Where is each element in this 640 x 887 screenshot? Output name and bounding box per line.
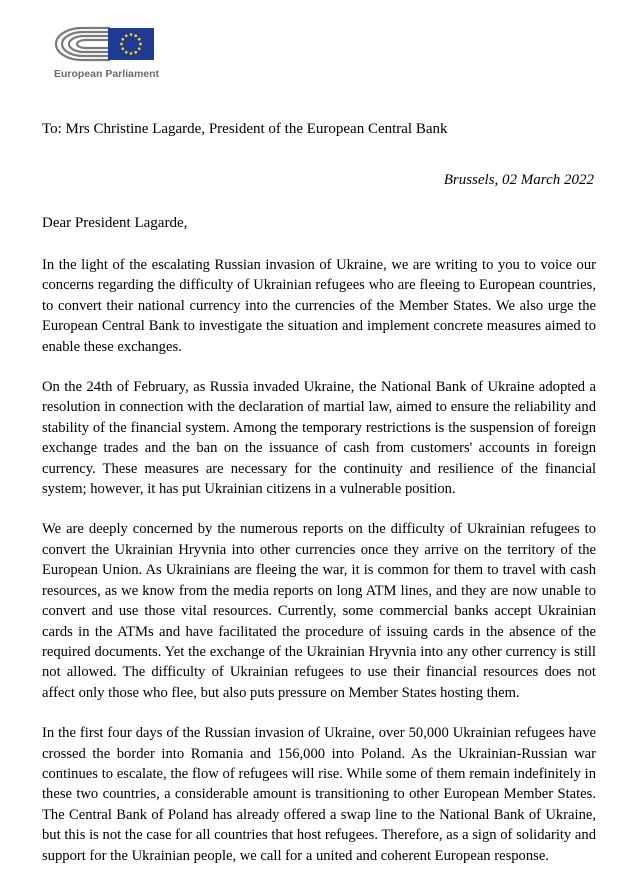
letter-body: [42, 255, 596, 886]
logo-org-name: European Parliament: [54, 68, 160, 80]
paragraph-3: We are deeply concerned by the numerous reports on the difficulty of Ukrainian refugees to convert the Ukrainian Hryvnia into other currencies once they arrive on the territory of the European Union. As Ukrainians are fleeing the war, it is common for them to travel with cash resources, as we know from the media reports on long ATM lines, and they are now unable to convert and use those vital resources. Currently, some commercial banks accept Ukrainian cards in the ATMs and have facilitated the procedure of issuing cards in the absence of the required documents. Yet the exchange of the Ukrainian Hryvnia into any other currency is still not allowed. The difficulty of Ukrainian refugees to use their financial resources does not affect only those who flee, but also puts pressure on Member States hosting them.: [42, 521, 596, 701]
paragraph-1: In the light of the escalating Russian invasion of Ukraine, we are writing to you to voice our concerns regarding the difficulty of Ukrainian refugees who are fleeing to European countries, to convert their national currency into the currencies of the Member States. We also urge the European Central Bank to investigate the situation and implement concrete measures aimed to enable these exchanges.: [42, 257, 596, 355]
european-parliament-logo: [52, 20, 162, 82]
letter-salutation: Dear President Lagarde,: [42, 215, 188, 231]
paragraph-4: In the first four days of the Russian invasion of Ukraine, over 50,000 Ukrainian refugees have crossed the border into Romania and 156,000 into Poland. As the Ukrainian-Russian war continues to escalate, the flow of refugees will rise. While some of them remain indefinitely in these two countries, a considerable amount is transitioning to other European Member States. The Central Bank of Poland has already offered a swap line to the National Bank of Ukraine, but this is not the case for all countries that host refugees. Therefore, as a sign of solidarity and support for the Ukrainian people, we call for a united and coherent European response.: [42, 725, 596, 864]
letter-date: Brussels, 02 March 2022: [443, 172, 594, 188]
letter-recipient: To: Mrs Christine Lagarde, President of the European Central Bank: [42, 121, 448, 137]
paragraph-2: On the 24th of February, as Russia invaded Ukraine, the National Bank of Ukraine adopted a resolution in connection with the declaration of martial law, aimed to ensure the reliability and stability of the financial system. Among the temporary restrictions is the suspension of foreign exchange trades and the ban on the issuance of cash from customers' accounts in foreign currency. These measures are necessary for the continuity and resilience of the financial system; however, it has put Ukrainian citizens in a vulnerable position.: [42, 379, 596, 498]
eu-flag-icon: [108, 28, 154, 60]
parliament-emblem-icon: [52, 20, 162, 66]
